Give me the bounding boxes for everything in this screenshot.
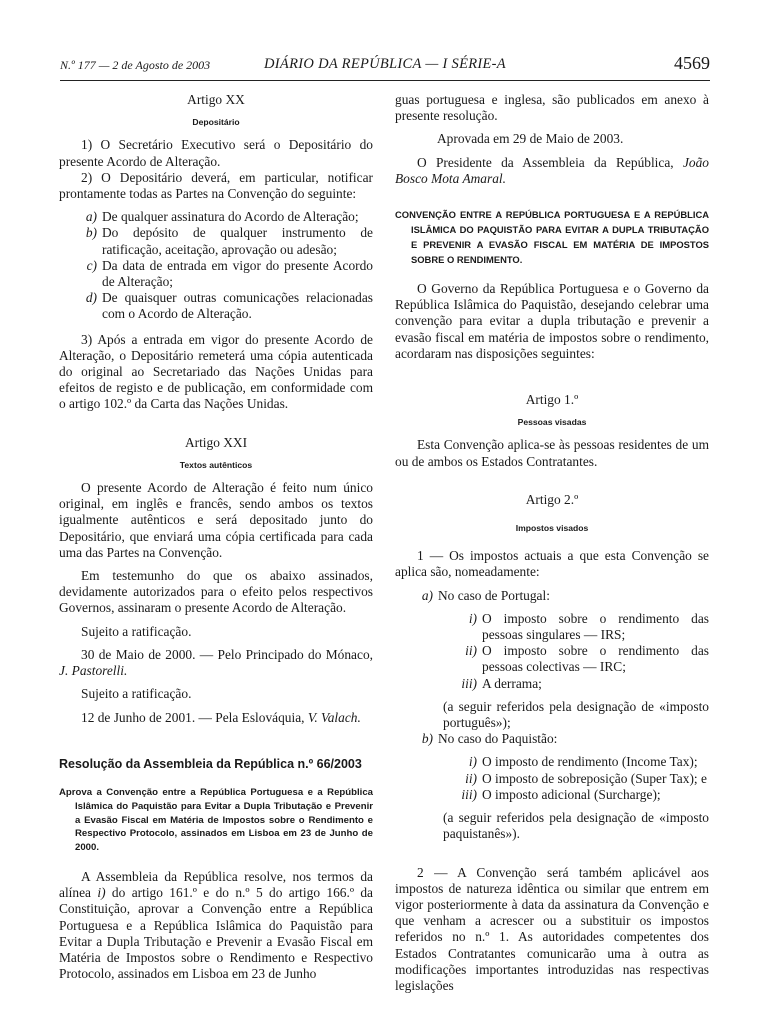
paragraph: guas portuguesa e inglesa, são publicados em anexo à presente resolução. <box>395 92 709 124</box>
list-item-text: O imposto de rendimento (Income Tax); <box>482 754 698 770</box>
list-item-label: iii) <box>461 786 477 802</box>
paragraph: 3) Após a entrada em vigor do presente Acordo de Alteração, o Depositário remeterá uma cópia autenticada do original ao Secretariado das Nações Unidas para efeitos de registo e de publicação, em conformidade com o artigo 102.º da Carta das Nações Unidas. <box>59 331 373 412</box>
list-item-label: i) <box>468 754 477 770</box>
list <box>395 754 709 803</box>
list-item-text: A derrama; <box>482 675 542 691</box>
approval-date: Aprovada em 29 de Maio de 2003. <box>437 131 624 147</box>
list <box>395 611 709 692</box>
list-item <box>395 754 709 770</box>
paragraph: Esta Convenção aplica-se às pessoas residentes de um ou de ambos os Estados Contratantes. <box>395 437 709 469</box>
list-item-text: No caso de Portugal: <box>438 587 550 603</box>
signatory-name: João Bosco Mota Amaral. <box>395 154 709 186</box>
list-item <box>59 209 373 225</box>
list-item <box>395 676 709 692</box>
list-item <box>59 290 373 322</box>
article-title: Artigo 2.º <box>525 491 579 507</box>
designation-note: (a seguir referidos pela designação de «imposto paquistanês»). <box>443 810 709 842</box>
list-item-label: a) <box>85 209 97 225</box>
page-header <box>60 53 710 81</box>
article-title: Artigo XXI <box>184 434 248 450</box>
paragraph: 2 — A Convenção será também aplicável aos impostos de natureza idêntica ou similar que entrem em vigor posteriormente à data da assinatura da Convenção e que venham a acrescer ou a substituir os impostos referidos no n.º 1. As autoridades competentes dos Estados Contratantes comunicarão uma à outra as modificações importantes introduzidas nas respectivas legislações <box>395 864 709 993</box>
list-item-label: b) <box>85 225 97 241</box>
signatory-name: J. Pastorelli. <box>59 663 128 679</box>
paragraph: A Assembleia da República resolve, nos termos da alínea i) do artigo 161.º e do n.º 5 do artigo 166.º da Constituição, aprovar a Convenção entre a República Portuguesa e a República Islâmica do Paquistão para Evitar a Dupla Tributação e Prevenir a Evasão Fiscal em Matéria de Impostos sobre o Rendimento e Respectivo Protocolo, assinados em Lisboa em 23 de Junho <box>59 868 373 982</box>
list-item-text: Do depósito de qualquer instrumento de ratificação, aceitação, aprovação ou adesão; <box>102 225 373 257</box>
list-item-label: a) <box>421 587 433 603</box>
article-title: Artigo 1.º <box>525 392 579 408</box>
signature-line: 12 de Junho de 2001. — Pela Eslováquia, V. Valach. <box>81 709 361 725</box>
designation-note: (a seguir referidos pela designação de «imposto português»); <box>443 698 709 731</box>
list-item-text: O imposto sobre o rendimento das pessoas singulares — IRS; <box>482 610 709 643</box>
list-item-label: ii) <box>465 770 477 786</box>
list-item <box>59 258 373 290</box>
list-item-label: d) <box>85 290 97 306</box>
ratification-note: Sujeito a ratificação. <box>81 623 192 639</box>
resolution-summary: Aprova a Convenção entre a República Portuguesa e a República Islâmica do Paquistão para Evitar a Dupla Tributação e Prevenir a Evasão Fiscal em Matéria de Impostos sobre o Rendimento e Respectivo Protocolo, assinados em Lisboa em 23 de Junho de 2000. <box>59 786 373 854</box>
article-subtitle: Depositário <box>192 117 240 128</box>
list-item-label: iii) <box>461 675 477 691</box>
paragraph: Em testemunho do que os abaixo assinados, devidamente autorizados para o efeito pelos respectivos Governos, assinaram o presente Acordo de Alteração. <box>59 568 373 616</box>
list-item-text: O imposto adicional (Surcharge); <box>482 786 661 802</box>
signatory-name: V. Valach. <box>307 709 361 725</box>
page-number: 4569 <box>674 53 710 73</box>
paragraph: 1) O Secretário Executivo será o Depositário do presente Acordo de Alteração. <box>59 137 373 169</box>
convention-title: CONVENÇÃO ENTRE A REPÚBLICA PORTUGUESA E A REPÚBLICA ISLÂMICA DO PAQUISTÃO PARA EVITAR A DUPLA TRIBUTAÇÃO E PREVENIR A EVASÃO FISCAL EM MATÉRIA DE IMPOSTOS SOBRE O RENDIMENTO. <box>395 209 709 266</box>
list-item <box>59 225 373 257</box>
list-item-text: Da data de entrada em vigor do presente Acordo de Alteração; <box>102 257 373 290</box>
paragraph: O presente Acordo de Alteração é feito num único original, em inglês e francês, sendo ambos os textos igualmente autênticos e será depositado junto do Depositário, que enviará uma cópia certificada para cada uma das Partes na Convenção. <box>59 480 373 560</box>
article-subtitle: Textos autênticos <box>179 459 253 470</box>
resolution-title: Resolução da Assembleia da República n.º 66/2003 <box>59 756 362 771</box>
list-item-label: c) <box>86 257 97 273</box>
list-item-label: i) <box>468 610 477 626</box>
right-column <box>395 92 709 994</box>
issue-info: N.º 177 — 2 de Agosto de 2003 <box>60 58 211 72</box>
ratification-note: Sujeito a ratificação. <box>81 686 192 702</box>
paragraph: 2) O Depositário deverá, em particular, notificar prontamente todas as Partes na Convenção do seguinte: <box>59 169 373 202</box>
list-item <box>395 611 709 643</box>
list-item <box>395 643 709 675</box>
list-item-text: De qualquer assinatura do Acordo de Alteração; <box>102 209 359 225</box>
list-item-text: O imposto de sobreposição (Super Tax); e <box>482 770 707 786</box>
list-item <box>395 771 709 787</box>
list-item-text: No caso do Paquistão: <box>438 731 558 747</box>
list-item-text: De quaisquer outras comunicações relacionadas com o Acordo de Alteração. <box>102 290 373 322</box>
list <box>59 209 373 322</box>
paragraph: 1 — Os impostos actuais a que esta Convenção se aplica são, nomeadamente: <box>395 548 709 580</box>
article-title: Artigo XX <box>187 92 245 107</box>
signature-line: 30 de Maio de 2000. — Pelo Principado do Mónaco, J. Pastorelli. <box>59 646 373 679</box>
list-item <box>395 588 709 604</box>
president-signature: O Presidente da Assembleia da República, João Bosco Mota Amaral. <box>395 154 709 186</box>
list-item-text: O imposto sobre o rendimento das pessoas colectivas — IRC; <box>482 643 709 675</box>
article-subtitle: Impostos visados <box>515 523 589 534</box>
paragraph: O Governo da República Portuguesa e o Governo da República Islâmica do Paquistão, desejando celebrar uma convenção para evitar a dupla tributação e prevenir a evasão fiscal em matéria de impostos sobre o rendimento, acordaram nas disposições seguintes: <box>395 281 709 361</box>
left-column <box>59 92 373 982</box>
article-subtitle: Pessoas visadas <box>517 417 587 428</box>
list-item-label: ii) <box>465 643 477 659</box>
list-item-label: b) <box>421 731 433 747</box>
list-item <box>395 787 709 803</box>
list-item <box>395 731 709 747</box>
publication-title: DIÁRIO DA REPÚBLICA — I SÉRIE-A <box>264 56 506 72</box>
